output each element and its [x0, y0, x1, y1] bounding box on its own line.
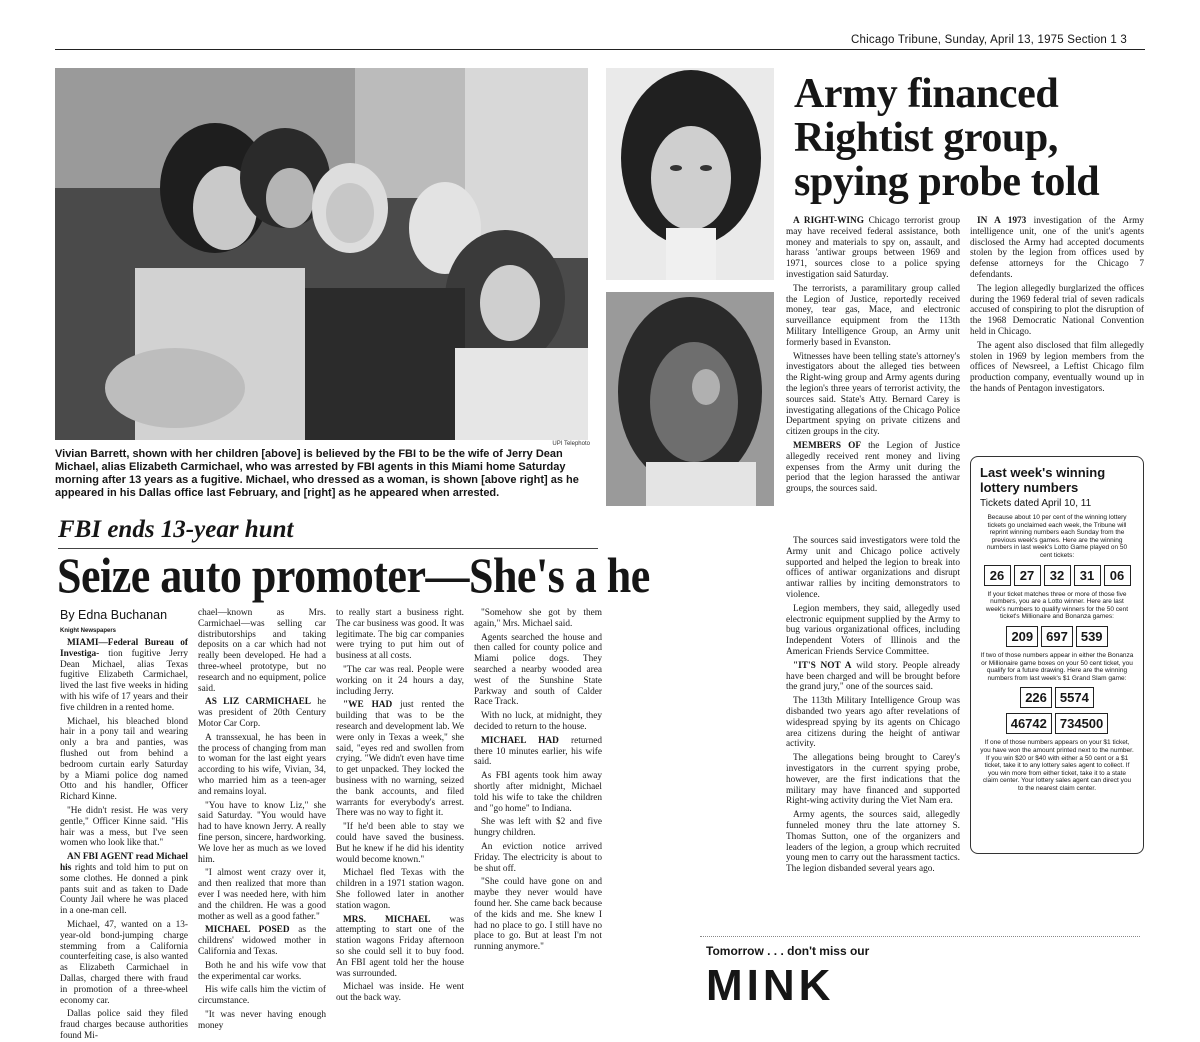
- masthead: Chicago Tribune, Sunday, April 13, 1975 Section 1 3: [851, 34, 1127, 46]
- family-photo-image: [55, 68, 588, 440]
- lottery-note: Because about 10 per cent of the winning lottery tickets go unclaimed each week, the Tribune will reprint winning numbers each Sunday from the previous week's games. Here are the winning numbers in last week's Lotto Game played on 50 cent tickets:: [986, 514, 1128, 559]
- portrait-photo-image: [606, 68, 774, 280]
- paragraph: "WE HAD just rented the building that was to be the research and development lab. We were only in Texas a week," she said, "eyes red and swollen from crying. "We didn't even have time to get unpacked. They locked the business with no warning, seized the bank accounts, and filed warrants for everybody's arrest. There was no way to fight it.: [336, 700, 464, 819]
- paragraph: MEMBERS OF the Legion of Justice allegedly received rent money and living expenses from the Army unit during the period that the legion harassed the antiwar groups, the sources said.: [786, 440, 960, 495]
- bonanza-numbers: [980, 626, 1134, 647]
- paragraph: Legion members, they said, allegedly used electronic equipment supplied by the Army to bug various organizational offices, including Independent Voters of Illinois and the American Friends Service Committee.: [786, 603, 960, 657]
- photo-cutline: Vivian Barrett, shown with her children [above] is believed by the FBI to be the wife of Jerry Dean Michael, alias Elizabeth Carmichael, who was arrested by FBI agents in this Miami home Saturday morning after 13 years as a fugitive. Michael, who dressed as a woman, is shown [above right] as he appeared in his Dallas office last February, and [right] as he appeared when arrested.: [55, 448, 579, 499]
- portrait-photo: [606, 68, 774, 280]
- fbi-column-2: [198, 608, 327, 1031]
- lottery-title: Last week's winning lottery numbers: [980, 465, 1106, 495]
- paragraph: Witnesses have been telling state's attorney's investigators about the alleged ties between the Right-wing group and Army agents during the legion's three years of terrorist activity, the sources said. State's Atty. Bernard Carey is investigating allegations of the Chicago Police Department spying on private citizens and citizen groups in the city.: [786, 351, 960, 438]
- paragraph: "The car was real. People were working on it 24 hours a day, including Jerry.: [336, 664, 464, 697]
- bonanza-number: 209: [1006, 626, 1038, 647]
- lotto-number: 31: [1074, 565, 1101, 586]
- lotto-number: 26: [984, 565, 1011, 586]
- lotto-number: 32: [1044, 565, 1071, 586]
- grandslam-numbers: [980, 713, 1134, 734]
- paragraph: As FBI agents took him away shortly after midnight, Michael told his wife to take the children and "go home" to Indiana.: [474, 771, 602, 814]
- paragraph: Dallas police said they filed fraud charges because authorities found Mi-: [60, 1009, 188, 1041]
- paragraph: Michael was inside. He went out the back way.: [336, 982, 464, 1004]
- army-headline: Army financed Rightist group, spying probe told: [794, 71, 1100, 205]
- paragraph: "She could have gone on and maybe they never would have found her. She came back because of the kids and me. She knew I had no place to go. I still have no place to go. But at least I'm not running anymore.": [474, 877, 602, 953]
- paragraph: The allegations being brought to Carey's investigators in the current spying probe, however, are the first indications that the military may have financed and supported Right-wing activity during the Viet Nam era.: [786, 753, 960, 807]
- arrest-photo: [606, 292, 774, 506]
- paragraph: Agents searched the house and then called for county police and Miami police dogs. They searched a nearby wooded area west of the Sunshine State Parkway and south of Calder Race Track.: [474, 632, 602, 708]
- paragraph: MIAMI—Federal Bureau of Investiga- tion fugitive Jerry Dean Michael, alias Texas fugitive Elizabeth Carmichael, lived the last five weeks in hiding with his wife of 17 years and their five children in a rented home.: [60, 638, 188, 713]
- army-column-2: [970, 216, 1144, 436]
- grandslam-number: 46742: [1006, 713, 1052, 734]
- paragraph: "It was never having enough money: [198, 1009, 326, 1031]
- paragraph: MRS. MICHAEL was attempting to start one of the station wagons Friday afternoon so she could sell it to buy food. An FBI agent told her the house was surrounded.: [336, 914, 464, 979]
- lottery-note: If two of those numbers appear in either the Bonanza or Millionaire game boxes on your 50 cent ticket, you qualify for a future drawing. Here are the winning numbers from last week's $1 Grand Slam game:: [980, 651, 1134, 682]
- paragraph: The sources said investigators were told the Army unit and Chicago police actively supported and helped the legion to break into offices of antiwar organizations and disrupt antiwar rallies by inciting demonstrators to violence.: [786, 536, 960, 600]
- paragraph: chael—known as Mrs. Carmichael—was selling car distributorships and taking deposits on a car which had not really been developed. He had a three-wheel prototype, but no research and no equipment, police said.: [198, 608, 326, 694]
- paragraph: A transsexual, he has been in the process of changing from man to woman for the last eight years according to his wife, Vivian, 34, who married him as a teen-ager and remains loyal.: [198, 732, 326, 797]
- paragraph: Michael, 47, wanted on a 13-year-old bond-jumping charge stemming from a California counterfeiting case, is also wanted as Elizabeth Carmichael in Dallas, charged there with fraud in promotion of a three-wheel economy car.: [60, 919, 188, 1006]
- main-headline: Seize auto promoter—She's a he: [57, 548, 650, 603]
- arrest-photo-image: [606, 292, 774, 506]
- paragraph: MICHAEL HAD returned there 10 minutes earlier, his wife said.: [474, 735, 602, 768]
- lotto-number: 06: [1104, 565, 1131, 586]
- paragraph: "Somehow she got by them again," Mrs. Michael said.: [474, 608, 602, 629]
- lotto-numbers: [980, 565, 1134, 586]
- byline-affiliation: Knight Newspapers: [60, 628, 117, 634]
- paragraph: His wife calls him the victim of circumstance.: [198, 985, 326, 1007]
- lottery-note: If your ticket matches three or more of those five numbers, you are a Lotto winner. Here are last week's numbers to qualify winners for the 50 cent ticket's Millionaire and Bonanza games:: [985, 590, 1129, 621]
- bonanza-number: 539: [1076, 626, 1108, 647]
- paragraph: A RIGHT-WING Chicago terrorist group may have received federal assistance, both money and materials to spy on, assault, and harass 'antiwar groups between 1969 and 1971, sources close to a police spying investigation said Saturday.: [786, 216, 961, 280]
- grandslam-number: 734500: [1055, 713, 1108, 734]
- paragraph: IN A 1973 investigation of the Army intelligence unit, one of the unit's agents disclosed the Army had accepted documents stolen by the legion from offices used by defense attorneys for the Chicago 7 defendants.: [970, 216, 1145, 280]
- family-photo: [55, 68, 588, 440]
- paragraph: The terrorists, a paramilitary group called the Legion of Justice, reportedly received money, tear gas, Mace, and electronic surveillance equipment from the 113th Military Intelligence Group, an Army unit formerly based in Evanston.: [786, 283, 960, 348]
- grandslam-numbers: [980, 687, 1134, 708]
- paragraph: "I almost went crazy over it, and then realized that more than ever I was needed here, with him and the children. He was a good mother as well as a good father.": [198, 868, 326, 922]
- paragraph: The agent also disclosed that film allegedly stolen in 1969 by legion members from the offices of Newsreel, a Leftist Chicago film production company, eventually wound up in the hands of Pentagon investigators.: [970, 340, 1144, 394]
- paragraph: The 113th Military Intelligence Group was disbanded two years ago after revelations of widespread spying by its agents on Chicago area citizens during the height of antiwar activity.: [786, 696, 960, 750]
- paragraph: "He didn't resist. He was very gentle," Officer Kinne said. "His hair was a mess, but I've seen women who look like that.": [60, 805, 188, 849]
- fbi-column-4: [474, 608, 602, 978]
- paragraph: Both he and his wife vow that the experimental car works.: [198, 960, 326, 982]
- promo-big-text: MINK: [706, 961, 835, 1010]
- fbi-column-1: [60, 638, 188, 1041]
- paragraph: Michael fled Texas with the children in a 1971 station wagon. She followed later in another station wagon.: [336, 868, 464, 911]
- kicker-headline: FBI ends 13-year hunt: [58, 516, 294, 543]
- paragraph: The legion allegedly burglarized the offices during the 1969 federal trial of seven radicals accused of conspiring to plot the disruption of the 1968 Democratic National Convention held in Chicago.: [970, 283, 1144, 337]
- lottery-dated: Tickets dated April 10, 11: [980, 498, 1092, 509]
- grandslam-number: 5574: [1055, 687, 1094, 708]
- promo-line: Tomorrow . . . don't miss our: [706, 944, 870, 958]
- masthead-rule: [55, 34, 1145, 50]
- lottery-note: If one of those numbers appears on your $1 ticket, you have won the amount printed next to the number. If you win $20 or $40 with either a 50 cent or a $1 ticket, take it to any lottery sales agent to collect. If you win more from either ticket, take it to a state claim center. Your lottery sales agent can direct you to the nearest claim center.: [980, 739, 1134, 792]
- paragraph: Michael, his bleached blond hair in a pony tail and wearing only a bra and panties, was flushed out from behind a bedroom curtain early Saturday by a Miami police dog named Otto and his handler, Officer Richard Kinne.: [60, 716, 188, 803]
- fbi-column-3: [336, 608, 464, 1004]
- lottery-box: [970, 456, 1144, 854]
- bonanza-number: 697: [1041, 626, 1073, 647]
- paragraph: "IT'S NOT A wild story. People already have been charged and will be brought before the grand jury," one of the sources said.: [786, 660, 960, 693]
- paragraph: "You have to know Liz," she said Saturday. "You would have had to have known Jerry. A really fine person, sincere, hardworking. We love her as much as we loved him.: [198, 800, 326, 865]
- paragraph: AN FBI AGENT read Michael his rights and told him to put on some clothes. He donned a pink pants suit and as taken to Dade County Jail where he was placed in a one-man cell.: [60, 852, 188, 917]
- army-column-1: [786, 216, 960, 528]
- army-column-1-continued: [786, 536, 960, 920]
- paragraph: An eviction notice arrived Friday. The electricity is about to be shut off.: [474, 841, 602, 874]
- photo-credit: UPI Telephoto: [552, 441, 590, 447]
- grandslam-number: 226: [1020, 687, 1052, 708]
- lotto-number: 27: [1014, 565, 1041, 586]
- paragraph: With no luck, at midnight, they decided to return to the house.: [474, 711, 602, 732]
- byline: By Edna Buchanan: [60, 608, 168, 622]
- paragraph: MICHAEL POSED as the childrens' widowed mother in California and Texas.: [198, 925, 326, 957]
- paragraph: She was left with $2 and five hungry children.: [474, 817, 602, 839]
- paragraph: to really start a business right. The car business was good. It was legitimate. The big car companies were trying to put him out of business at all costs.: [336, 608, 464, 662]
- paragraph: Army agents, the sources said, allegedly funneled money thru the late attorney S. Thomas Sutton, one of the organizers and leaders of the legion, a group which recruited young men to carry out the harassment tactics. The legion disbanded several years ago.: [786, 810, 960, 875]
- paragraph: AS LIZ CARMICHAEL he was president of 20th Century Motor Car Corp.: [198, 697, 327, 729]
- paragraph: "If he'd been able to stay we could have saved the business. But he knew if he did his identity would become known.": [336, 822, 464, 865]
- promo-rule: [700, 936, 1140, 937]
